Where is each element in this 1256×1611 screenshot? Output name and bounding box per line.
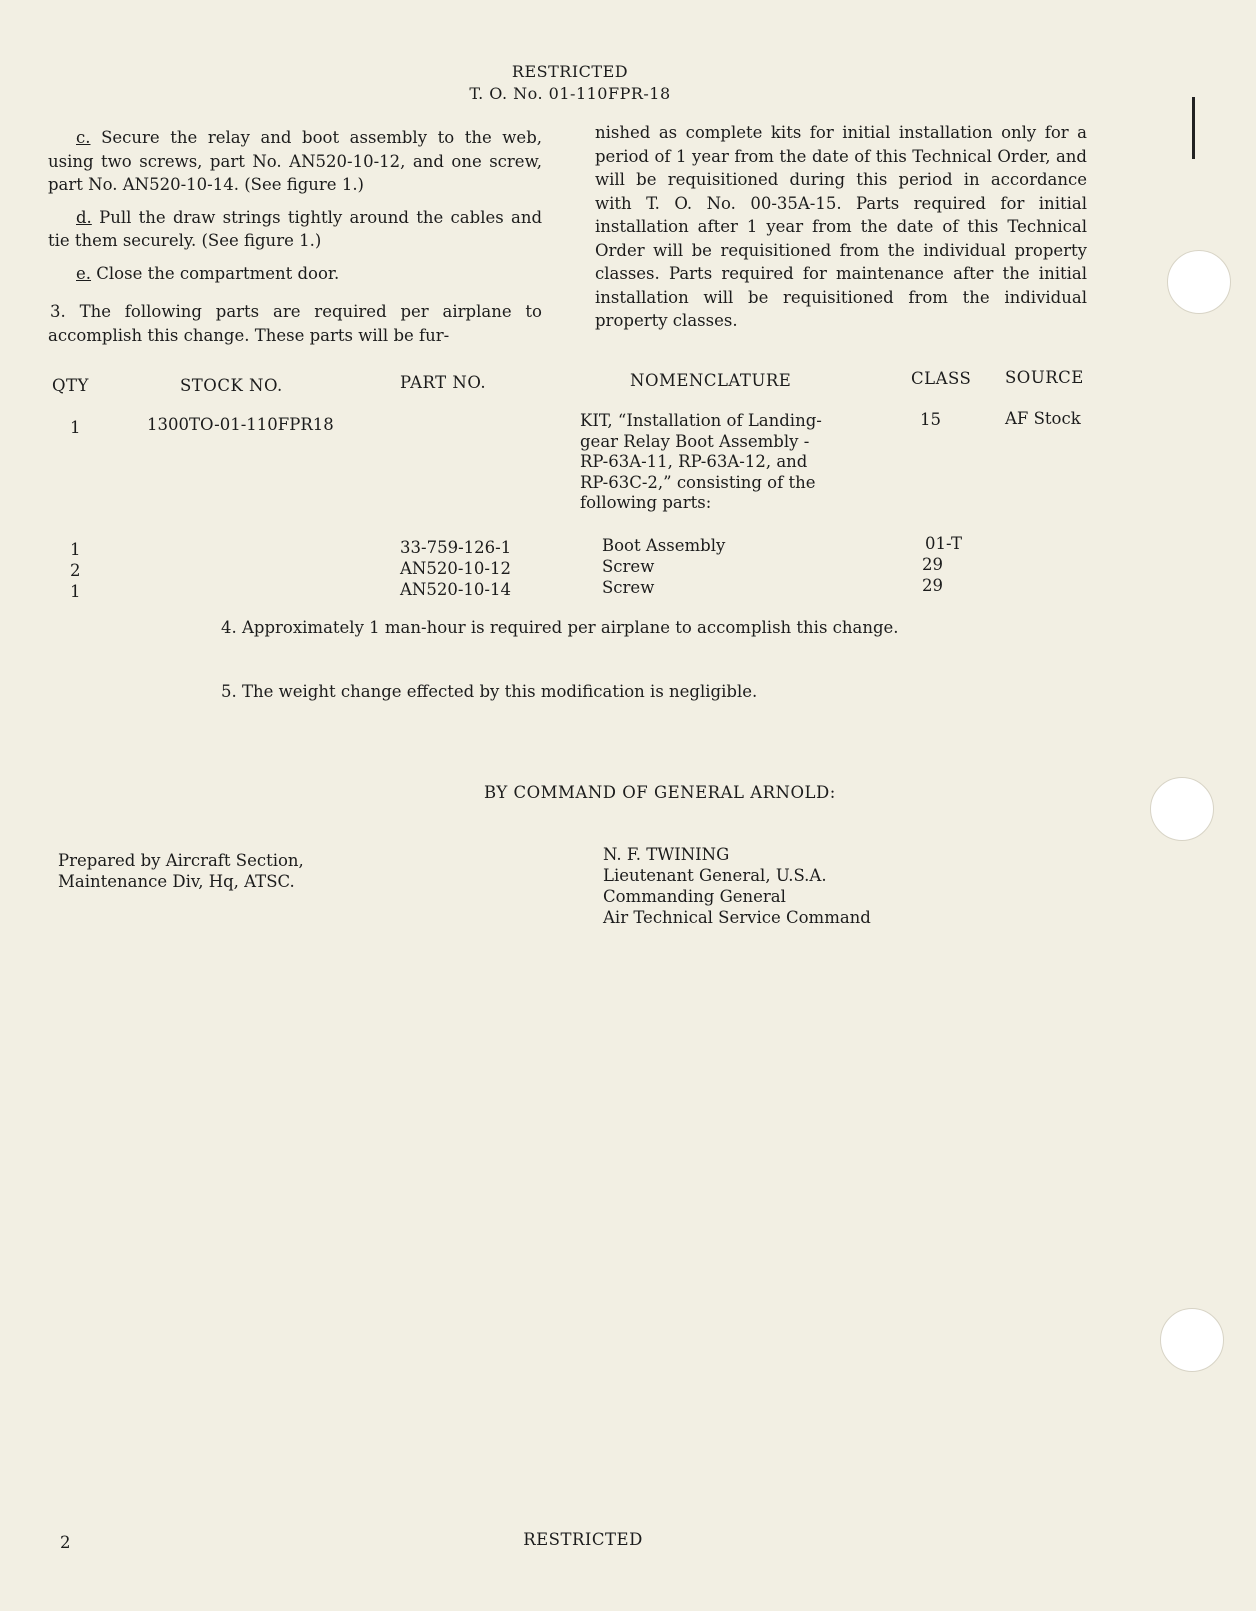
prepared-by-line-2: Maintenance Div, Hq, ATSC. bbox=[58, 872, 295, 891]
prepared-by-line-1: Prepared by Aircraft Section, bbox=[58, 851, 304, 870]
kit-nomenclature bbox=[580, 411, 822, 514]
header-qty: QTY bbox=[52, 376, 89, 395]
header-order-number: T. O. No. 01-110FPR-18 bbox=[469, 84, 671, 103]
part-row-2-qty: 2 bbox=[70, 561, 81, 580]
step-e-letter: e. bbox=[76, 263, 92, 283]
command-line: BY COMMAND OF GENERAL ARNOLD: bbox=[484, 783, 836, 802]
footer-classification: RESTRICTED bbox=[523, 1530, 643, 1549]
header-class: CLASS bbox=[911, 369, 972, 388]
step-e-text: Close the compartment door. bbox=[96, 263, 340, 283]
binder-hole-middle bbox=[1150, 777, 1214, 841]
step-e bbox=[48, 262, 542, 286]
header-part-no: PART NO. bbox=[400, 373, 487, 392]
header-source: SOURCE bbox=[1005, 368, 1084, 387]
prepared-by bbox=[58, 850, 304, 892]
part-row-3-nomenclature: Screw bbox=[602, 578, 655, 597]
right-column bbox=[595, 121, 1087, 342]
kit-nomenclature-line: gear Relay Boot Assembly - bbox=[580, 431, 810, 451]
part-row-2-nomenclature: Screw bbox=[602, 557, 655, 576]
part-row-1-qty: 1 bbox=[70, 540, 81, 559]
step-d-text: Pull the draw strings tightly around the cables and tie them securely. (See figure 1.) bbox=[48, 207, 543, 250]
kit-source: AF Stock bbox=[1005, 409, 1081, 428]
step-c bbox=[48, 126, 542, 197]
part-row-3-qty: 1 bbox=[70, 582, 81, 601]
paragraph-3: 3. The following parts are required per airplane to accomplish this change. These parts will be fur- bbox=[48, 302, 542, 345]
signature-rank: Lieutenant General, U.S.A. bbox=[603, 866, 827, 885]
step-d-letter: d. bbox=[76, 207, 92, 227]
kit-nomenclature-line: following parts: bbox=[580, 493, 712, 512]
signature-title: Commanding General bbox=[603, 887, 786, 906]
kit-nomenclature-line: RP-63C-2,” consisting of the bbox=[580, 472, 816, 492]
kit-nomenclature-line: RP-63A-11, RP-63A-12, and bbox=[580, 452, 808, 471]
part-row-3-class: 29 bbox=[922, 576, 943, 595]
left-column bbox=[48, 126, 542, 356]
margin-mark bbox=[1192, 97, 1195, 159]
kit-class: 15 bbox=[920, 410, 941, 429]
part-row-1-nomenclature: Boot Assembly bbox=[602, 536, 726, 555]
right-column-text: nished as complete kits for initial installation only for a period of 1 year from the date of this Technical Order, and will be requisitioned during this period in accordance with T. O. No. 00-35A-15. Parts required for initial installation after 1 year from the date of this Technical Order will be requisitioned from the individual property classes. Parts required for maintenance after the initial installation will be requisitioned from the individual property classes. bbox=[595, 123, 1087, 330]
step-d bbox=[48, 206, 542, 253]
step-c-letter: c. bbox=[76, 128, 91, 147]
kit-qty: 1 bbox=[70, 418, 81, 437]
part-row-3-part-no: AN520-10-14 bbox=[400, 580, 511, 599]
part-row-1-class: 01-T bbox=[925, 534, 962, 553]
signature-block bbox=[603, 844, 871, 928]
binder-hole-bottom bbox=[1160, 1308, 1224, 1372]
kit-nomenclature-line: KIT, “Installation of Landing- bbox=[580, 411, 822, 430]
step-c-text: Secure the relay and boot assembly to the web, using two screws, part No. AN520-10-12, and one screw, part No. AN520-10-14. (See figure 1.) bbox=[48, 128, 543, 194]
signature-name: N. F. TWINING bbox=[603, 845, 730, 864]
part-row-2-part-no: AN520-10-12 bbox=[400, 559, 511, 578]
paragraph-4: 4. Approximately 1 man-hour is required per airplane to accomplish this change. bbox=[221, 618, 899, 637]
binder-hole-top bbox=[1167, 250, 1231, 314]
part-row-1-part-no: 33-759-126-1 bbox=[400, 538, 512, 557]
paragraph-5: 5. The weight change effected by this modification is negligible. bbox=[221, 682, 758, 701]
header-nomenclature: NOMENCLATURE bbox=[630, 371, 792, 390]
header-stock-no: STOCK NO. bbox=[180, 376, 283, 395]
part-row-2-class: 29 bbox=[922, 555, 943, 574]
signature-command: Air Technical Service Command bbox=[603, 908, 871, 927]
kit-stock-no: 1300TO-01-110FPR18 bbox=[147, 415, 334, 434]
header-classification: RESTRICTED bbox=[511, 62, 629, 81]
page-number: 2 bbox=[60, 1533, 71, 1552]
